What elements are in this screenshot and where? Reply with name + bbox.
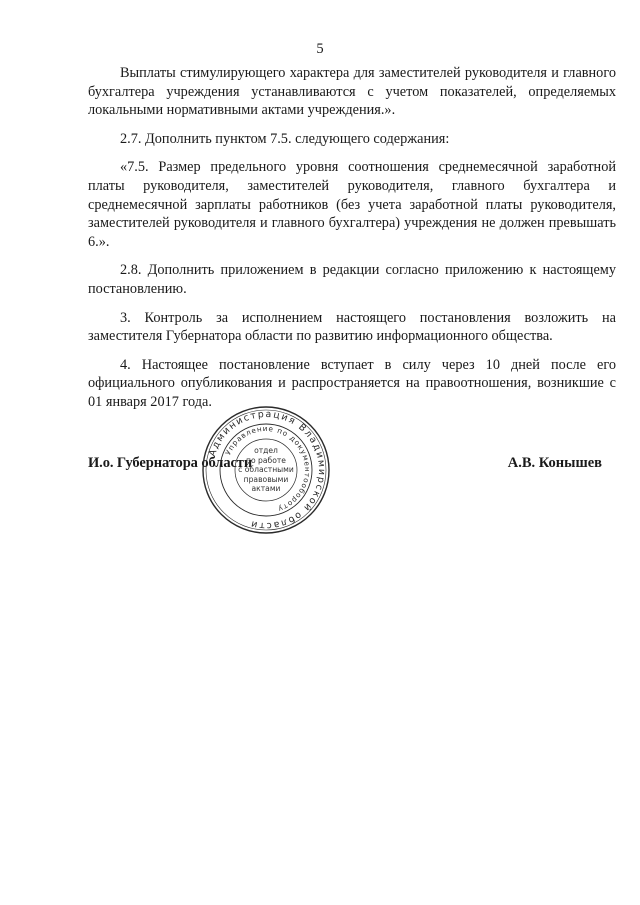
paragraph-4-effective-date: 4. Настоящее постановление вступает в силу через 10 дней после его официального опубликования и распространяется на правоотношения, возникшие с 01 января 2017 года.	[88, 356, 616, 410]
paragraph-2-7: 2.7. Дополнить пунктом 7.5. следующего содержания:	[120, 130, 450, 147]
paragraph-incentive-payments: Выплаты стимулирующего характера для заместителей руководителя и главного бухгалтера учреждения устанавливаются с учетом показателей, определяемых локальными нормативными актами учреждения.».	[88, 65, 616, 119]
stamp-outer-ring-text: Администрация Владимирской области	[206, 408, 328, 532]
stamp-center-line: с областными	[238, 465, 294, 475]
official-stamp	[200, 404, 332, 536]
stamp-center-line: правовыми	[243, 474, 289, 484]
page-number: 5	[316, 41, 324, 57]
stamp-center-line: по работе	[246, 455, 286, 465]
stamp-center-text	[236, 446, 296, 494]
paragraph-7-5: «7.5. Размер предельного уровня соотношения среднемесячной заработной платы руководителя, заместителей руководителя, главного бухгалтера и среднемесячной зарплаты работников (без учета заработной платы руководителя, заместителей руководителя и главного бухгалтера) учреждения не должен превышать 6.».	[88, 159, 616, 250]
stamp-inner-ring-text: Управление по документообороту	[223, 423, 313, 515]
stamp-center-line: актами	[251, 484, 281, 494]
paragraph-2-8: 2.8. Дополнить приложением в редакции согласно приложению к настоящему постановлению.	[88, 262, 616, 297]
signatory-title: И.о. Губернатора области	[88, 455, 253, 471]
paragraph-3-control: 3. Контроль за исполнением настоящего постановления возложить на заместителя Губернатора области по развитию информационного общества.	[88, 309, 616, 345]
signature-block	[88, 455, 616, 485]
stamp-center-line: отдел	[254, 446, 278, 455]
document-body	[88, 64, 616, 412]
signatory-name: А.В. Конышев	[507, 455, 602, 471]
